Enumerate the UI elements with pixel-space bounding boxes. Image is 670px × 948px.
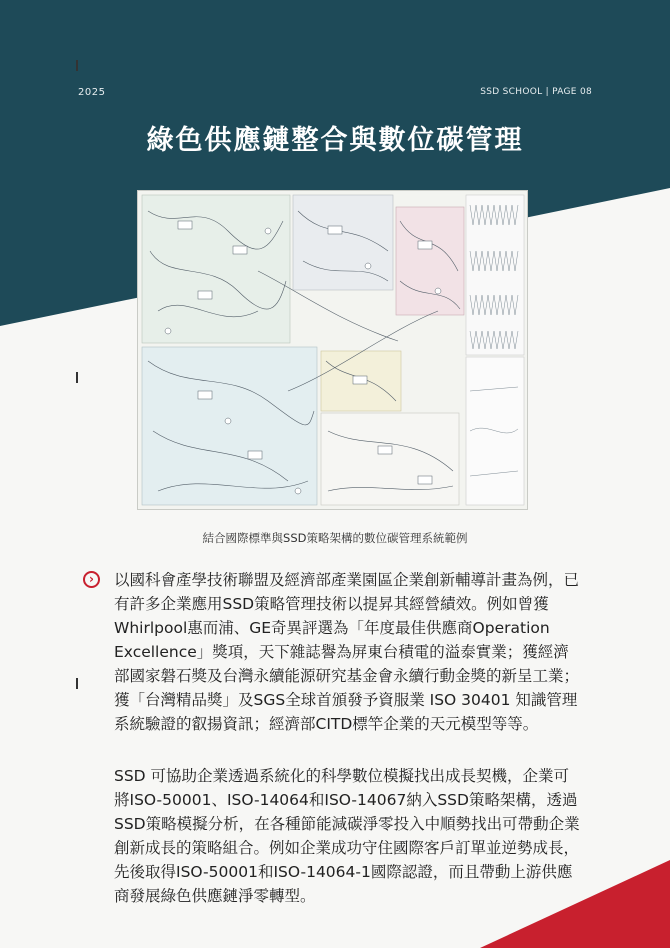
paragraph-1: 以國科會產學技術聯盟及經濟部產業園區企業創新輔導計畫為例，已有許多企業應用SSD策略管理技術以提昇其經營績效。例如曾獲Whirlpool惠而浦、GE奇異評選為「年度最佳供應商Operation Excellence」獎項，天下雜誌譽為屏東台積電的溢泰實業；獲經濟部國家磐石獎及台灣永續能源研究基金會永續行動金獎的新呈工業；獲「台灣精品獎」及SGS全球首頒發予資服業 ISO 30401 知識管理系統驗證的叡揚資訊；經濟部CITD標竿企業的天元模型等等。 <box>114 571 580 733</box>
page-title: 綠色供應鏈整合與數位碳管理 <box>146 125 524 156</box>
page-info: SSD SCHOOL | PAGE 08 <box>480 87 592 97</box>
figure-caption: 結合國際標準與SSD策略架構的數位碳管理系統範例 <box>202 531 468 545</box>
diagram-image <box>138 191 527 509</box>
arrow-right-circle-icon: › <box>83 571 100 588</box>
system-dynamics-diagram <box>137 190 528 510</box>
scan-mark <box>76 60 78 71</box>
corner-accent <box>480 860 670 948</box>
scan-mark <box>76 372 78 383</box>
scan-mark <box>76 678 78 689</box>
paragraph-2: SSD 可協助企業透過系統化的科學數位模擬找出成長契機，企業可將ISO-50001、ISO-14064和ISO-14067納入SSD策略架構，透過SSD策略模擬分析，在各種節能減碳淨零投入中順勢找出可帶動企業創新成長的策略組合。例如企業成功守住國際客戶訂單並逆勢成長，先後取得ISO-50001和ISO-14064-1國際認證，而且帶動上游供應商發展綠色供應鏈淨零轉型。 <box>114 767 580 905</box>
issue-year: 2025 <box>78 87 106 98</box>
